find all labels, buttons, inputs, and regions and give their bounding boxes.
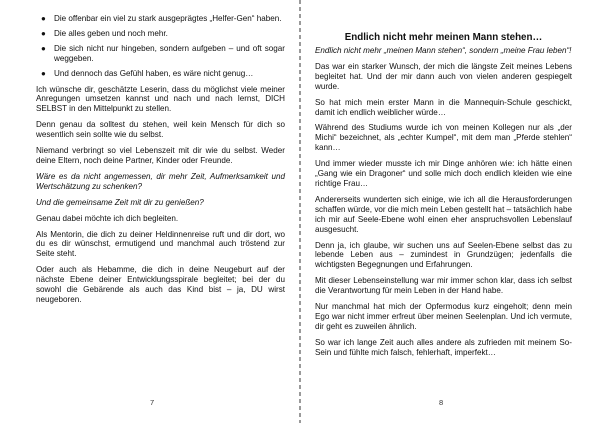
chapter-subheading: Endlich nicht mehr „meinen Mann stehen“, sondern „meine Frau leben“! [315,46,572,55]
paragraph: Ich wünsche dir, geschätzte Leserin, dass du möglichst viele meiner Anregungen umsetzen kannst und nach und nach lernst, DICH SELBST in den Mittelpunkt zu stellen. [36,84,285,114]
left-page-text [36,14,285,305]
paragraph: Als Mentorin, die dich zu deiner Heldinnenreise ruft und dir dort, wo du es dir wünschst, ermutigend und manchmal auch tröstend zur Seite steht. [36,229,285,259]
chapter-heading: Endlich nicht mehr meinen Mann stehen… [344,32,543,43]
paragraph: Oder auch als Hebamme, die dich in deine Neugeburt auf der nächste Ebene deiner Entwicklungsspirale begleitet; bei der du sowohl die Gebärende als auch das Kind bist – ja, DU wirst neugeboren. [36,265,285,304]
list-item: ● Die offenbar ein viel zu stark ausgeprägtes „Helfer-Gen“ haben. [41,14,282,23]
paragraph: Nur manchmal hat mich der Opfermodus kurz eingeholt; denn mein Ego war nicht immer erfreut über meinen Seelenplan. Und ich vermute, dir geht es zuweilen ähnlich. [315,302,572,331]
italic-question: Und die gemeinsame Zeit mit dir zu genießen? [36,197,204,207]
right-page-text [315,46,572,358]
left-page [0,0,299,423]
paragraph: Andererseits wunderten sich einige, wie ich all die Herausforderungen schaffen würde, vor die mich mein Leben gestellt hat – tatsächlich habe ich mir auf Seele-Ebene wohl einen eher anspruchsvollen Lebenslauf ausgesucht. [315,194,572,234]
bullet-icon: ● [41,43,46,53]
paragraph: Niemand verbringt so viel Lebenszeit mit dir wie du selbst. Weder deine Eltern, noch deine Partner, Kinder oder Freunde. [36,146,285,165]
paragraph: Mit dieser Lebenseinstellung war mir immer schon klar, dass ich selbst die Verantwortung für mein Leben in der Hand habe. [315,276,572,296]
bullet-list [36,14,285,79]
page-number: 8 [439,398,444,407]
paragraph: Während des Studiums wurde ich von meinen Kollegen nur als „der Michi“ bezeichnet, als „echter Kumpel“, mit dem man „Pferde stehlen“ kann… [315,123,572,153]
paragraph: So war ich lange Zeit auch alles andere als zufrieden mit meinem So-Sein und fühlte mich falsch, fehlerhaft, imperfekt… [315,337,572,357]
paragraph: Das war ein starker Wunsch, der mich die längste Zeit meines Lebens begleitet hat. Und der mir dann auch von vielen anderen gespiegelt wurde. [315,61,572,91]
paragraph: Und immer wieder musste ich mir Dinge anhören wie: ich hätte einen „Gang wie ein Dragoner“ und solle mich doch endlich kleiden wie eine richtige Frau… [315,159,572,188]
bullet-icon: ● [41,28,46,38]
paragraph: Genau dabei möchte ich dich begleiten. [36,213,179,223]
page-number: 7 [150,398,155,407]
paragraph: Denn genau da solltest du stehen, weil kein Mensch für dich so wesentlich sein sollte wie du selbst. [36,120,285,140]
right-page [301,0,600,423]
italic-question: Wäre es da nicht angemessen, dir mehr Zeit, Aufmerksamkeit und Wertschätzung zu schenken? [36,171,285,191]
list-item: ● Die sich nicht nur hingeben, sondern aufgeben – und oft sogar weggeben. [41,43,285,63]
bullet-icon: ● [41,14,46,23]
paragraph: So hat mich mein erster Mann in die Mannequin-Schule geschickt, damit ich endlich weiblicher würde… [315,97,572,117]
bullet-icon: ● [41,68,46,78]
list-item: ● Die alles geben und noch mehr. [41,28,168,38]
list-item: ● Und dennoch das Gefühl haben, es wäre nicht genug… [41,68,254,78]
paragraph: Denn ja, ich glaube, wir suchen uns auf Seelen-Ebene selbst das zu lebende Leben aus – zumindest in Grundzügen; jedenfalls die wichtigsten Begegnungen und Erfahrungen. [315,240,572,270]
